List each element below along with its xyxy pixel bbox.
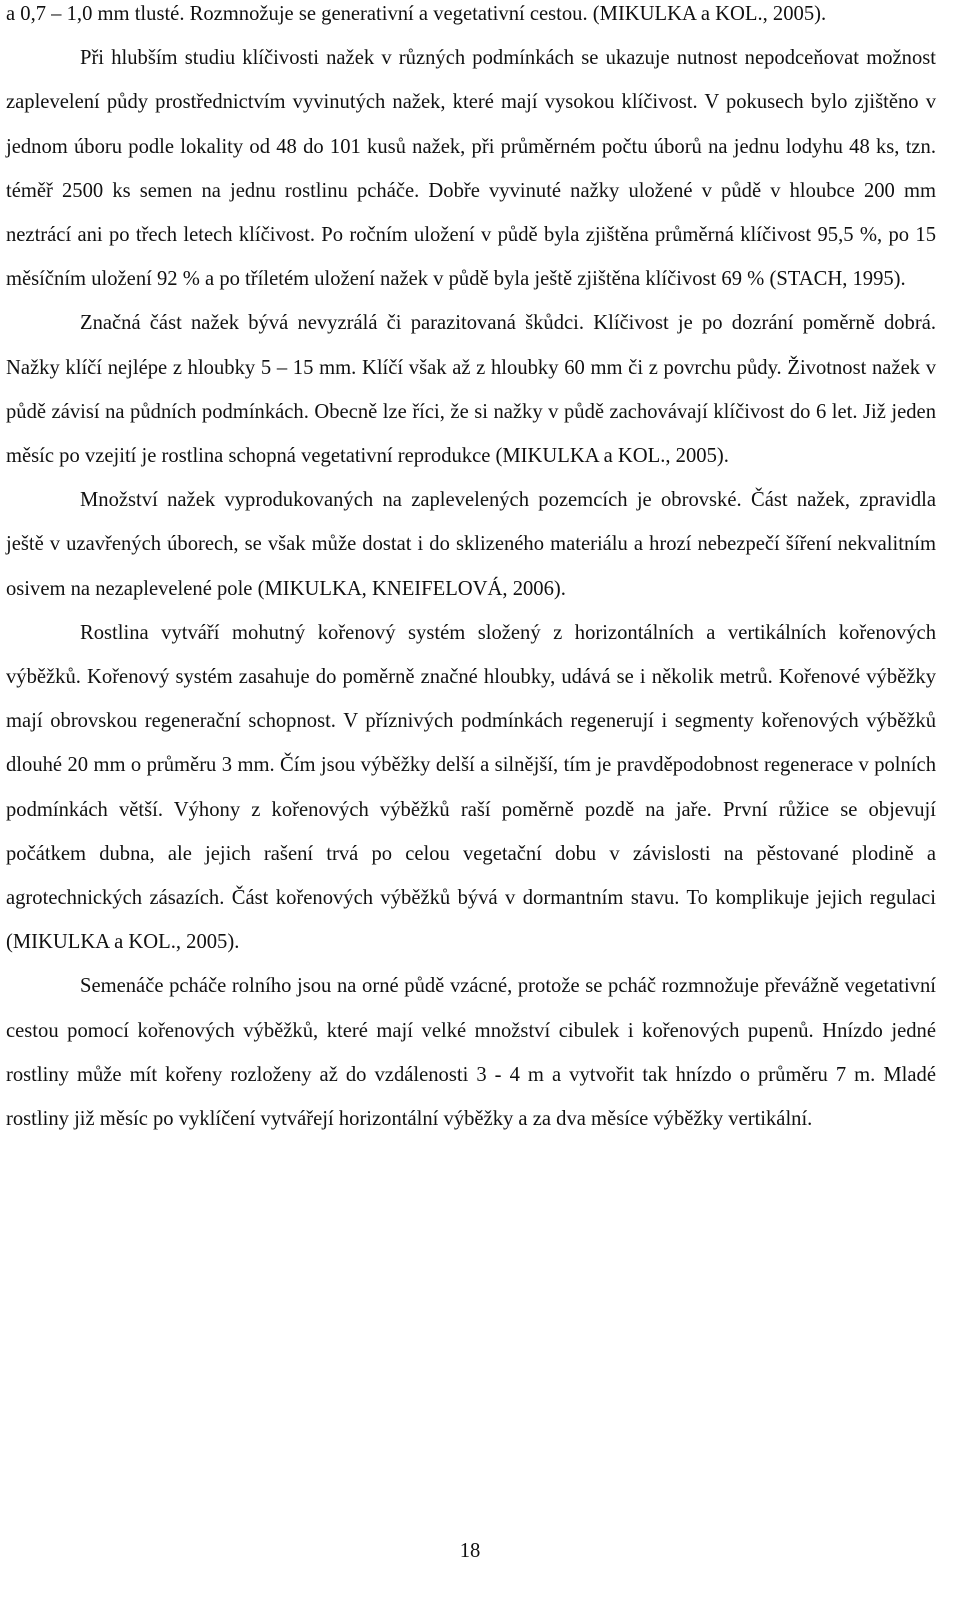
paragraph-seed-quantity: Množství nažek vyprodukovaných na zaplevelených pozemcích je obrovské. Část nažek, zpravidla ještě v uzavřených úborech, se však může dostat i do sklizeného materiálu a hrozí nebezpečí šíření nekvalitním osivem na nezaplevelené pole (MIKULKA, KNEIFELOVÁ, 2006). — [6, 489, 936, 600]
document-page — [6, 0, 936, 1141]
paragraph-continuation: a 0,7 – 1,0 mm tlusté. Rozmnožuje se generativní a vegetativní cestou. (MIKULKA a KOL., 2005). — [6, 3, 827, 25]
page-number: 18 — [459, 1540, 481, 1562]
paragraph-germination-depth: Značná část nažek bývá nevyzrálá či parazitovaná škůdci. Klíčivost je po dozrání poměrně dobrá. Nažky klíčí nejlépe z hloubky 5 – 15 mm. Klíčí však až z hloubky 60 mm či z povrchu půdy. Životnost nažek v půdě závisí na půdních podmínkách. Obecně lze říci, že si nažky v půdě zachovávají klíčivost do 6 let. Již jeden měsíc po vzejití je rostlina schopná vegetativní reprodukce (MIKULKA a KOL., 2005). — [6, 312, 936, 468]
paragraph-seedlings: Semenáče pcháče rolního jsou na orné půdě vzácné, protože se pcháč rozmnožuje převážně vegetativní cestou pomocí kořenových výběžků, které mají velké množství cibulek i kořenových pupenů. Hnízdo jedné rostliny může mít kořeny rozloženy až do vzdálenosti 3 - 4 m a vytvořit tak hnízdo o průměru 7 m. Mladé rostliny již měsíc po vyklíčení vytvářejí horizontální výběžky a za dva měsíce výběžky vertikální. — [6, 975, 936, 1131]
paragraph-root-system: Rostlina vytváří mohutný kořenový systém složený z horizontálních a vertikálních kořenových výběžků. Kořenový systém zasahuje do poměrně značné hloubky, udává se i několik metrů. Kořenové výběžky mají obrovskou regenerační schopnost. V příznivých podmínkách regenerují i segmenty kořenových výběžků dlouhé 20 mm o průměru 3 mm. Čím jsou výběžky delší a silnější, tím je pravděpodobnost regenerace v polních podmínkách větší. Výhony z kořenových výběžků raší poměrně pozdě na jaře. První růžice se objevují počátkem dubna, ale jejich rašení trvá po celou vegetační dobu v závislosti na pěstované plodině a agrotechnických zásazích. Část kořenových výběžků bývá v dormantním stavu. To komplikuje jejich regulaci (MIKULKA a KOL., 2005). — [6, 621, 936, 954]
paragraph-germination-study: Při hlubším studiu klíčivosti nažek v různých podmínkách se ukazuje nutnost nepodceňovat možnost zaplevelení půdy prostřednictvím vyvinutých nažek, které mají vysokou klíčivost. V pokusech bylo zjištěno v jednom úboru podle lokality od 48 do 101 kusů nažek, při průměrném počtu úborů na jednu lodyhu 48 ks, tzn. téměř 2500 ks semen na jednu rostlinu pcháče. Dobře vyvinuté nažky uložené v půdě v hloubce 200 mm neztrácí ani po třech letech klíčivost. Po ročním uložení v půdě byla zjištěna průměrná klíčivost 95,5 %, po 15 měsíčním uložení 92 % a po tříletém uložení nažek v půdě byla ještě zjištěna klíčivost 69 % (STACH, 1995). — [6, 47, 936, 291]
